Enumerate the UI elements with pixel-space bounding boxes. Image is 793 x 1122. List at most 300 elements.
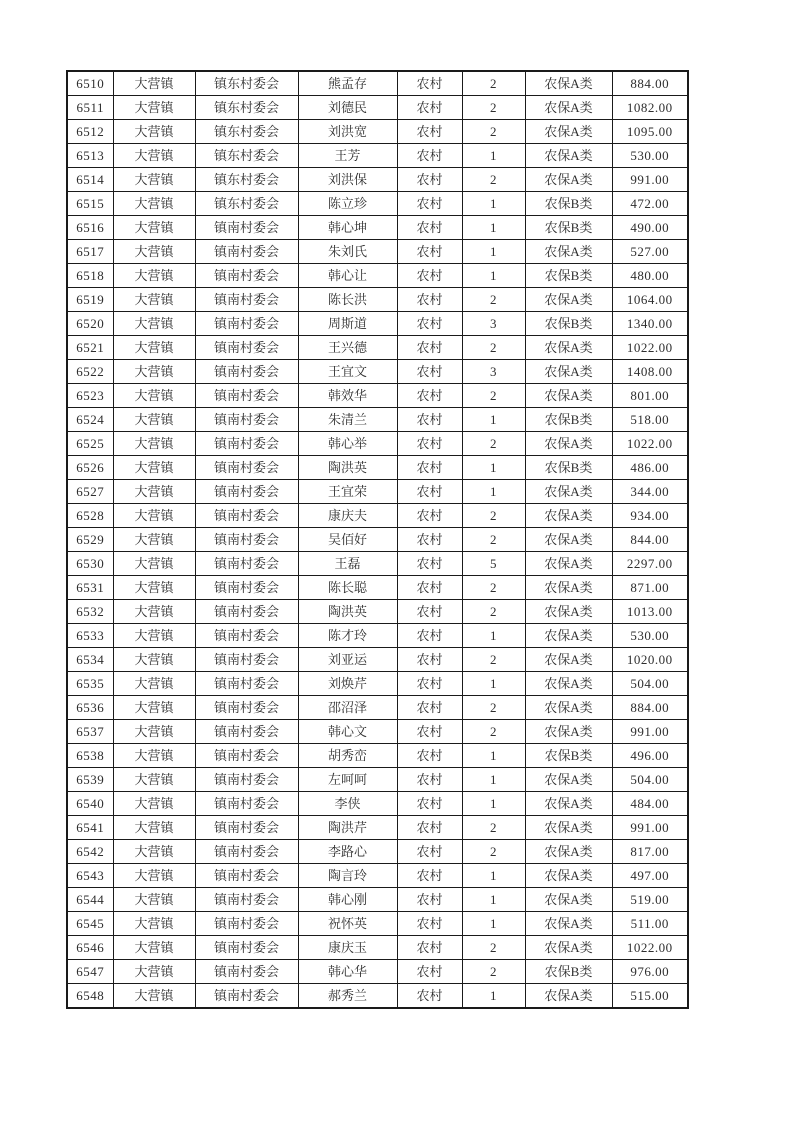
cell-committee: 镇南村委会: [195, 744, 298, 768]
cell-category: 农保A类: [525, 912, 612, 936]
cell-amount: 515.00: [612, 984, 688, 1009]
cell-id: 6533: [67, 624, 113, 648]
cell-category: 农保B类: [525, 744, 612, 768]
table-row: [67, 816, 688, 840]
cell-town: 大营镇: [113, 480, 195, 504]
cell-category: 农保A类: [525, 360, 612, 384]
cell-id: 6527: [67, 480, 113, 504]
cell-amount: 1020.00: [612, 648, 688, 672]
cell-town: 大营镇: [113, 312, 195, 336]
cell-category: 农保A类: [525, 144, 612, 168]
cell-count: 2: [462, 720, 525, 744]
cell-committee: 镇南村委会: [195, 216, 298, 240]
cell-id: 6511: [67, 96, 113, 120]
table-row: [67, 744, 688, 768]
cell-id: 6516: [67, 216, 113, 240]
cell-category: 农保A类: [525, 792, 612, 816]
cell-type: 农村: [397, 480, 462, 504]
cell-amount: 344.00: [612, 480, 688, 504]
cell-amount: 490.00: [612, 216, 688, 240]
cell-town: 大营镇: [113, 672, 195, 696]
cell-type: 农村: [397, 984, 462, 1009]
cell-count: 1: [462, 864, 525, 888]
cell-town: 大营镇: [113, 360, 195, 384]
cell-type: 农村: [397, 288, 462, 312]
cell-name: 陶洪英: [298, 600, 397, 624]
cell-count: 2: [462, 576, 525, 600]
table-row: [67, 768, 688, 792]
cell-committee: 镇南村委会: [195, 312, 298, 336]
cell-town: 大营镇: [113, 600, 195, 624]
cell-type: 农村: [397, 864, 462, 888]
cell-id: 6544: [67, 888, 113, 912]
cell-category: 农保B类: [525, 960, 612, 984]
cell-amount: 519.00: [612, 888, 688, 912]
cell-amount: 991.00: [612, 720, 688, 744]
cell-committee: 镇南村委会: [195, 240, 298, 264]
cell-committee: 镇东村委会: [195, 144, 298, 168]
cell-type: 农村: [397, 840, 462, 864]
cell-committee: 镇东村委会: [195, 168, 298, 192]
table-row: [67, 840, 688, 864]
cell-count: 2: [462, 816, 525, 840]
cell-type: 农村: [397, 384, 462, 408]
cell-id: 6526: [67, 456, 113, 480]
cell-id: 6517: [67, 240, 113, 264]
cell-category: 农保B类: [525, 192, 612, 216]
table-row: [67, 936, 688, 960]
cell-town: 大营镇: [113, 168, 195, 192]
cell-category: 农保A类: [525, 576, 612, 600]
cell-count: 3: [462, 360, 525, 384]
cell-category: 农保A类: [525, 816, 612, 840]
cell-name: 吴佰好: [298, 528, 397, 552]
cell-amount: 1340.00: [612, 312, 688, 336]
cell-amount: 844.00: [612, 528, 688, 552]
cell-category: 农保A类: [525, 504, 612, 528]
cell-committee: 镇南村委会: [195, 696, 298, 720]
table-row: [67, 288, 688, 312]
cell-type: 农村: [397, 696, 462, 720]
cell-amount: 480.00: [612, 264, 688, 288]
cell-type: 农村: [397, 768, 462, 792]
table-row: [67, 168, 688, 192]
cell-amount: 884.00: [612, 696, 688, 720]
table-row: [67, 696, 688, 720]
cell-type: 农村: [397, 432, 462, 456]
table-row: [67, 960, 688, 984]
cell-type: 农村: [397, 408, 462, 432]
cell-count: 1: [462, 624, 525, 648]
cell-town: 大营镇: [113, 864, 195, 888]
cell-committee: 镇南村委会: [195, 720, 298, 744]
cell-committee: 镇南村委会: [195, 456, 298, 480]
cell-name: 王宜荣: [298, 480, 397, 504]
table-row: [67, 192, 688, 216]
cell-committee: 镇南村委会: [195, 552, 298, 576]
cell-count: 2: [462, 696, 525, 720]
cell-count: 2: [462, 168, 525, 192]
cell-amount: 1095.00: [612, 120, 688, 144]
cell-name: 王磊: [298, 552, 397, 576]
cell-town: 大营镇: [113, 696, 195, 720]
cell-amount: 817.00: [612, 840, 688, 864]
cell-name: 李路心: [298, 840, 397, 864]
cell-count: 1: [462, 672, 525, 696]
cell-name: 刘德民: [298, 96, 397, 120]
cell-amount: 530.00: [612, 624, 688, 648]
cell-name: 刘亚运: [298, 648, 397, 672]
cell-committee: 镇南村委会: [195, 576, 298, 600]
cell-committee: 镇南村委会: [195, 984, 298, 1009]
cell-category: 农保A类: [525, 71, 612, 96]
cell-type: 农村: [397, 192, 462, 216]
cell-count: 1: [462, 264, 525, 288]
cell-committee: 镇南村委会: [195, 504, 298, 528]
cell-type: 农村: [397, 216, 462, 240]
cell-committee: 镇南村委会: [195, 816, 298, 840]
cell-category: 农保B类: [525, 264, 612, 288]
cell-name: 陈立珍: [298, 192, 397, 216]
cell-amount: 1064.00: [612, 288, 688, 312]
cell-id: 6524: [67, 408, 113, 432]
cell-count: 2: [462, 840, 525, 864]
table-row: [67, 312, 688, 336]
cell-type: 农村: [397, 264, 462, 288]
cell-category: 农保A类: [525, 768, 612, 792]
cell-category: 农保A类: [525, 600, 612, 624]
cell-id: 6534: [67, 648, 113, 672]
cell-town: 大营镇: [113, 720, 195, 744]
cell-count: 2: [462, 96, 525, 120]
cell-committee: 镇南村委会: [195, 888, 298, 912]
cell-amount: 1082.00: [612, 96, 688, 120]
cell-committee: 镇东村委会: [195, 96, 298, 120]
cell-id: 6513: [67, 144, 113, 168]
cell-name: 王芳: [298, 144, 397, 168]
cell-id: 6545: [67, 912, 113, 936]
cell-category: 农保A类: [525, 240, 612, 264]
cell-count: 1: [462, 216, 525, 240]
cell-category: 农保A类: [525, 336, 612, 360]
cell-count: 1: [462, 792, 525, 816]
cell-name: 陈长洪: [298, 288, 397, 312]
cell-town: 大营镇: [113, 936, 195, 960]
cell-town: 大营镇: [113, 888, 195, 912]
cell-count: 2: [462, 432, 525, 456]
cell-category: 农保A类: [525, 96, 612, 120]
cell-name: 朱清兰: [298, 408, 397, 432]
table-row: [67, 648, 688, 672]
cell-id: 6547: [67, 960, 113, 984]
cell-amount: 1022.00: [612, 936, 688, 960]
table-row: [67, 456, 688, 480]
cell-town: 大营镇: [113, 408, 195, 432]
cell-count: 2: [462, 504, 525, 528]
cell-name: 陈长聪: [298, 576, 397, 600]
cell-id: 6539: [67, 768, 113, 792]
cell-town: 大营镇: [113, 120, 195, 144]
cell-committee: 镇东村委会: [195, 192, 298, 216]
cell-committee: 镇南村委会: [195, 936, 298, 960]
cell-id: 6525: [67, 432, 113, 456]
cell-amount: 991.00: [612, 816, 688, 840]
cell-category: 农保B类: [525, 456, 612, 480]
cell-count: 1: [462, 912, 525, 936]
cell-town: 大营镇: [113, 792, 195, 816]
pension-roster-table: [66, 70, 689, 1009]
cell-amount: 871.00: [612, 576, 688, 600]
cell-name: 韩心刚: [298, 888, 397, 912]
cell-committee: 镇南村委会: [195, 840, 298, 864]
cell-type: 农村: [397, 744, 462, 768]
cell-town: 大营镇: [113, 71, 195, 96]
cell-category: 农保A类: [525, 552, 612, 576]
cell-amount: 934.00: [612, 504, 688, 528]
cell-id: 6532: [67, 600, 113, 624]
cell-name: 王宜文: [298, 360, 397, 384]
cell-type: 农村: [397, 360, 462, 384]
table-row: [67, 600, 688, 624]
cell-committee: 镇南村委会: [195, 288, 298, 312]
cell-count: 1: [462, 768, 525, 792]
cell-committee: 镇南村委会: [195, 480, 298, 504]
cell-category: 农保A类: [525, 648, 612, 672]
cell-type: 农村: [397, 720, 462, 744]
cell-town: 大营镇: [113, 216, 195, 240]
cell-name: 邵沼泽: [298, 696, 397, 720]
table-row: [67, 96, 688, 120]
cell-town: 大营镇: [113, 96, 195, 120]
cell-type: 农村: [397, 576, 462, 600]
cell-town: 大营镇: [113, 264, 195, 288]
cell-committee: 镇南村委会: [195, 672, 298, 696]
cell-name: 祝怀英: [298, 912, 397, 936]
cell-amount: 1013.00: [612, 600, 688, 624]
cell-category: 农保A类: [525, 840, 612, 864]
cell-name: 韩心让: [298, 264, 397, 288]
cell-type: 农村: [397, 336, 462, 360]
cell-category: 农保B类: [525, 216, 612, 240]
cell-town: 大营镇: [113, 336, 195, 360]
cell-town: 大营镇: [113, 192, 195, 216]
table-row: [67, 720, 688, 744]
cell-count: 1: [462, 888, 525, 912]
table-row: [67, 576, 688, 600]
cell-count: 1: [462, 192, 525, 216]
table-body: [67, 71, 688, 1008]
cell-id: 6512: [67, 120, 113, 144]
table-row: [67, 71, 688, 96]
cell-category: 农保A类: [525, 936, 612, 960]
cell-count: 3: [462, 312, 525, 336]
cell-town: 大营镇: [113, 984, 195, 1009]
cell-id: 6510: [67, 71, 113, 96]
cell-id: 6546: [67, 936, 113, 960]
cell-name: 郝秀兰: [298, 984, 397, 1009]
cell-id: 6519: [67, 288, 113, 312]
cell-committee: 镇南村委会: [195, 768, 298, 792]
table-row: [67, 408, 688, 432]
cell-type: 农村: [397, 816, 462, 840]
cell-id: 6537: [67, 720, 113, 744]
cell-type: 农村: [397, 312, 462, 336]
cell-category: 农保A类: [525, 528, 612, 552]
cell-category: 农保A类: [525, 984, 612, 1009]
table-row: [67, 264, 688, 288]
cell-amount: 884.00: [612, 71, 688, 96]
cell-category: 农保A类: [525, 888, 612, 912]
cell-type: 农村: [397, 120, 462, 144]
cell-town: 大营镇: [113, 648, 195, 672]
cell-category: 农保A类: [525, 168, 612, 192]
cell-id: 6542: [67, 840, 113, 864]
table-row: [67, 672, 688, 696]
cell-town: 大营镇: [113, 912, 195, 936]
cell-type: 农村: [397, 792, 462, 816]
cell-amount: 497.00: [612, 864, 688, 888]
table-row: [67, 360, 688, 384]
cell-count: 2: [462, 288, 525, 312]
cell-id: 6521: [67, 336, 113, 360]
cell-name: 胡秀峦: [298, 744, 397, 768]
table-row: [67, 912, 688, 936]
cell-count: 1: [462, 240, 525, 264]
cell-town: 大营镇: [113, 432, 195, 456]
table-row: [67, 480, 688, 504]
cell-amount: 991.00: [612, 168, 688, 192]
cell-id: 6515: [67, 192, 113, 216]
cell-name: 王兴德: [298, 336, 397, 360]
cell-committee: 镇南村委会: [195, 408, 298, 432]
cell-name: 陶洪英: [298, 456, 397, 480]
cell-count: 2: [462, 384, 525, 408]
cell-amount: 511.00: [612, 912, 688, 936]
table-row: [67, 432, 688, 456]
cell-category: 农保A类: [525, 480, 612, 504]
cell-type: 农村: [397, 144, 462, 168]
cell-type: 农村: [397, 912, 462, 936]
cell-id: 6528: [67, 504, 113, 528]
cell-committee: 镇南村委会: [195, 864, 298, 888]
cell-amount: 2297.00: [612, 552, 688, 576]
cell-id: 6518: [67, 264, 113, 288]
cell-count: 1: [462, 984, 525, 1009]
cell-committee: 镇南村委会: [195, 624, 298, 648]
cell-committee: 镇南村委会: [195, 528, 298, 552]
cell-town: 大营镇: [113, 624, 195, 648]
cell-amount: 518.00: [612, 408, 688, 432]
cell-id: 6541: [67, 816, 113, 840]
cell-town: 大营镇: [113, 384, 195, 408]
table-row: [67, 528, 688, 552]
cell-id: 6530: [67, 552, 113, 576]
cell-count: 5: [462, 552, 525, 576]
cell-count: 1: [462, 480, 525, 504]
cell-name: 陶言玲: [298, 864, 397, 888]
cell-type: 农村: [397, 552, 462, 576]
cell-amount: 504.00: [612, 768, 688, 792]
cell-name: 韩心文: [298, 720, 397, 744]
cell-town: 大营镇: [113, 744, 195, 768]
cell-town: 大营镇: [113, 816, 195, 840]
cell-count: 1: [462, 456, 525, 480]
cell-id: 6543: [67, 864, 113, 888]
cell-amount: 472.00: [612, 192, 688, 216]
cell-name: 康庆玉: [298, 936, 397, 960]
cell-name: 刘洪宽: [298, 120, 397, 144]
cell-name: 韩效华: [298, 384, 397, 408]
cell-name: 陈才玲: [298, 624, 397, 648]
cell-town: 大营镇: [113, 144, 195, 168]
cell-name: 朱刘氏: [298, 240, 397, 264]
cell-count: 2: [462, 336, 525, 360]
cell-category: 农保A类: [525, 624, 612, 648]
cell-amount: 801.00: [612, 384, 688, 408]
cell-name: 李侠: [298, 792, 397, 816]
cell-committee: 镇南村委会: [195, 384, 298, 408]
cell-town: 大营镇: [113, 768, 195, 792]
cell-count: 2: [462, 936, 525, 960]
cell-count: 2: [462, 648, 525, 672]
cell-town: 大营镇: [113, 576, 195, 600]
cell-id: 6531: [67, 576, 113, 600]
cell-town: 大营镇: [113, 504, 195, 528]
cell-category: 农保A类: [525, 120, 612, 144]
cell-committee: 镇南村委会: [195, 360, 298, 384]
cell-committee: 镇南村委会: [195, 960, 298, 984]
cell-type: 农村: [397, 456, 462, 480]
cell-category: 农保B类: [525, 312, 612, 336]
cell-type: 农村: [397, 71, 462, 96]
cell-id: 6540: [67, 792, 113, 816]
cell-type: 农村: [397, 600, 462, 624]
cell-amount: 484.00: [612, 792, 688, 816]
cell-committee: 镇南村委会: [195, 432, 298, 456]
cell-amount: 527.00: [612, 240, 688, 264]
cell-town: 大营镇: [113, 840, 195, 864]
cell-type: 农村: [397, 168, 462, 192]
cell-category: 农保A类: [525, 672, 612, 696]
cell-committee: 镇南村委会: [195, 792, 298, 816]
cell-type: 农村: [397, 936, 462, 960]
cell-count: 1: [462, 408, 525, 432]
cell-amount: 1022.00: [612, 336, 688, 360]
cell-id: 6520: [67, 312, 113, 336]
cell-count: 2: [462, 71, 525, 96]
cell-name: 韩心举: [298, 432, 397, 456]
cell-amount: 530.00: [612, 144, 688, 168]
cell-type: 农村: [397, 648, 462, 672]
table-row: [67, 240, 688, 264]
cell-category: 农保A类: [525, 720, 612, 744]
cell-town: 大营镇: [113, 552, 195, 576]
cell-count: 2: [462, 960, 525, 984]
cell-id: 6522: [67, 360, 113, 384]
table-row: [67, 504, 688, 528]
cell-amount: 504.00: [612, 672, 688, 696]
cell-count: 2: [462, 600, 525, 624]
cell-town: 大营镇: [113, 288, 195, 312]
cell-id: 6548: [67, 984, 113, 1009]
cell-town: 大营镇: [113, 528, 195, 552]
table-row: [67, 552, 688, 576]
cell-type: 农村: [397, 888, 462, 912]
cell-category: 农保A类: [525, 288, 612, 312]
cell-committee: 镇南村委会: [195, 648, 298, 672]
cell-amount: 976.00: [612, 960, 688, 984]
table-row: [67, 144, 688, 168]
